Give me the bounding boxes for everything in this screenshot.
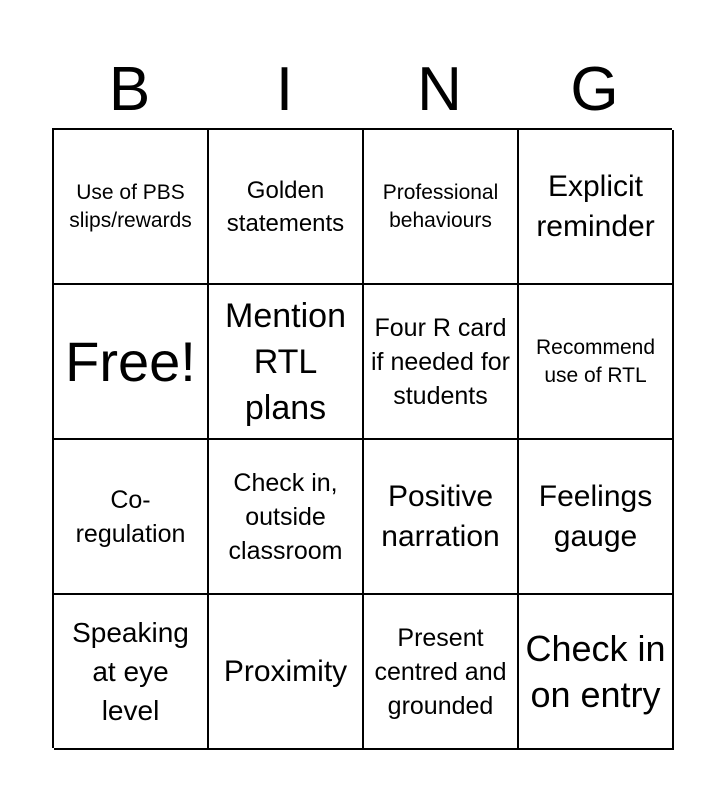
- cell-label: Professional behaviours: [382, 180, 499, 232]
- cell-label: Recommend use of RTL: [535, 335, 656, 387]
- cell-label: Four R card if needed for students: [371, 313, 510, 410]
- cell-label: Check in on entry: [525, 627, 666, 715]
- cell-label: Co-regulation: [75, 485, 186, 548]
- cell-label: Speaking at eye level: [72, 617, 189, 726]
- bingo-cell-4-2[interactable]: [209, 595, 364, 750]
- bingo-cell-1-1[interactable]: [54, 130, 209, 285]
- cell-label: Explicit reminder: [536, 169, 655, 243]
- bingo-cell-4-1[interactable]: [54, 595, 209, 750]
- bingo-board: [52, 128, 672, 748]
- bingo-header: [52, 52, 672, 128]
- header-letter-n: N: [417, 55, 462, 124]
- cell-label: Check in, outside classroom: [228, 468, 343, 565]
- header-letter-g: G: [570, 55, 619, 124]
- bingo-cell-4-4[interactable]: [519, 595, 674, 750]
- cell-label: Golden statements: [226, 176, 345, 237]
- bingo-cell-3-3[interactable]: [364, 440, 519, 595]
- bingo-cell-2-2[interactable]: [209, 285, 364, 440]
- bingo-cell-2-3[interactable]: [364, 285, 519, 440]
- header-letter-i: I: [275, 55, 294, 124]
- bingo-cell-3-2[interactable]: [209, 440, 364, 595]
- cell-label: Present centred and grounded: [374, 623, 507, 720]
- free-space-label: Free!: [65, 329, 196, 393]
- cell-label: Use of PBS slips/rewards: [69, 180, 192, 232]
- bingo-cell-4-3[interactable]: [364, 595, 519, 750]
- bingo-cell-3-1[interactable]: [54, 440, 209, 595]
- cell-label: Feelings gauge: [538, 479, 653, 553]
- bingo-cell-1-2[interactable]: [209, 130, 364, 285]
- bingo-cell-1-3[interactable]: [364, 130, 519, 285]
- cell-label: Mention RTL plans: [225, 296, 346, 427]
- bingo-cell-free[interactable]: [54, 285, 209, 440]
- cell-label: Positive narration: [381, 479, 500, 553]
- cell-label: Proximity: [223, 654, 348, 688]
- bingo-cell-2-4[interactable]: [519, 285, 674, 440]
- bingo-cell-1-4[interactable]: [519, 130, 674, 285]
- header-letter-b: B: [108, 55, 151, 124]
- bingo-cell-3-4[interactable]: [519, 440, 674, 595]
